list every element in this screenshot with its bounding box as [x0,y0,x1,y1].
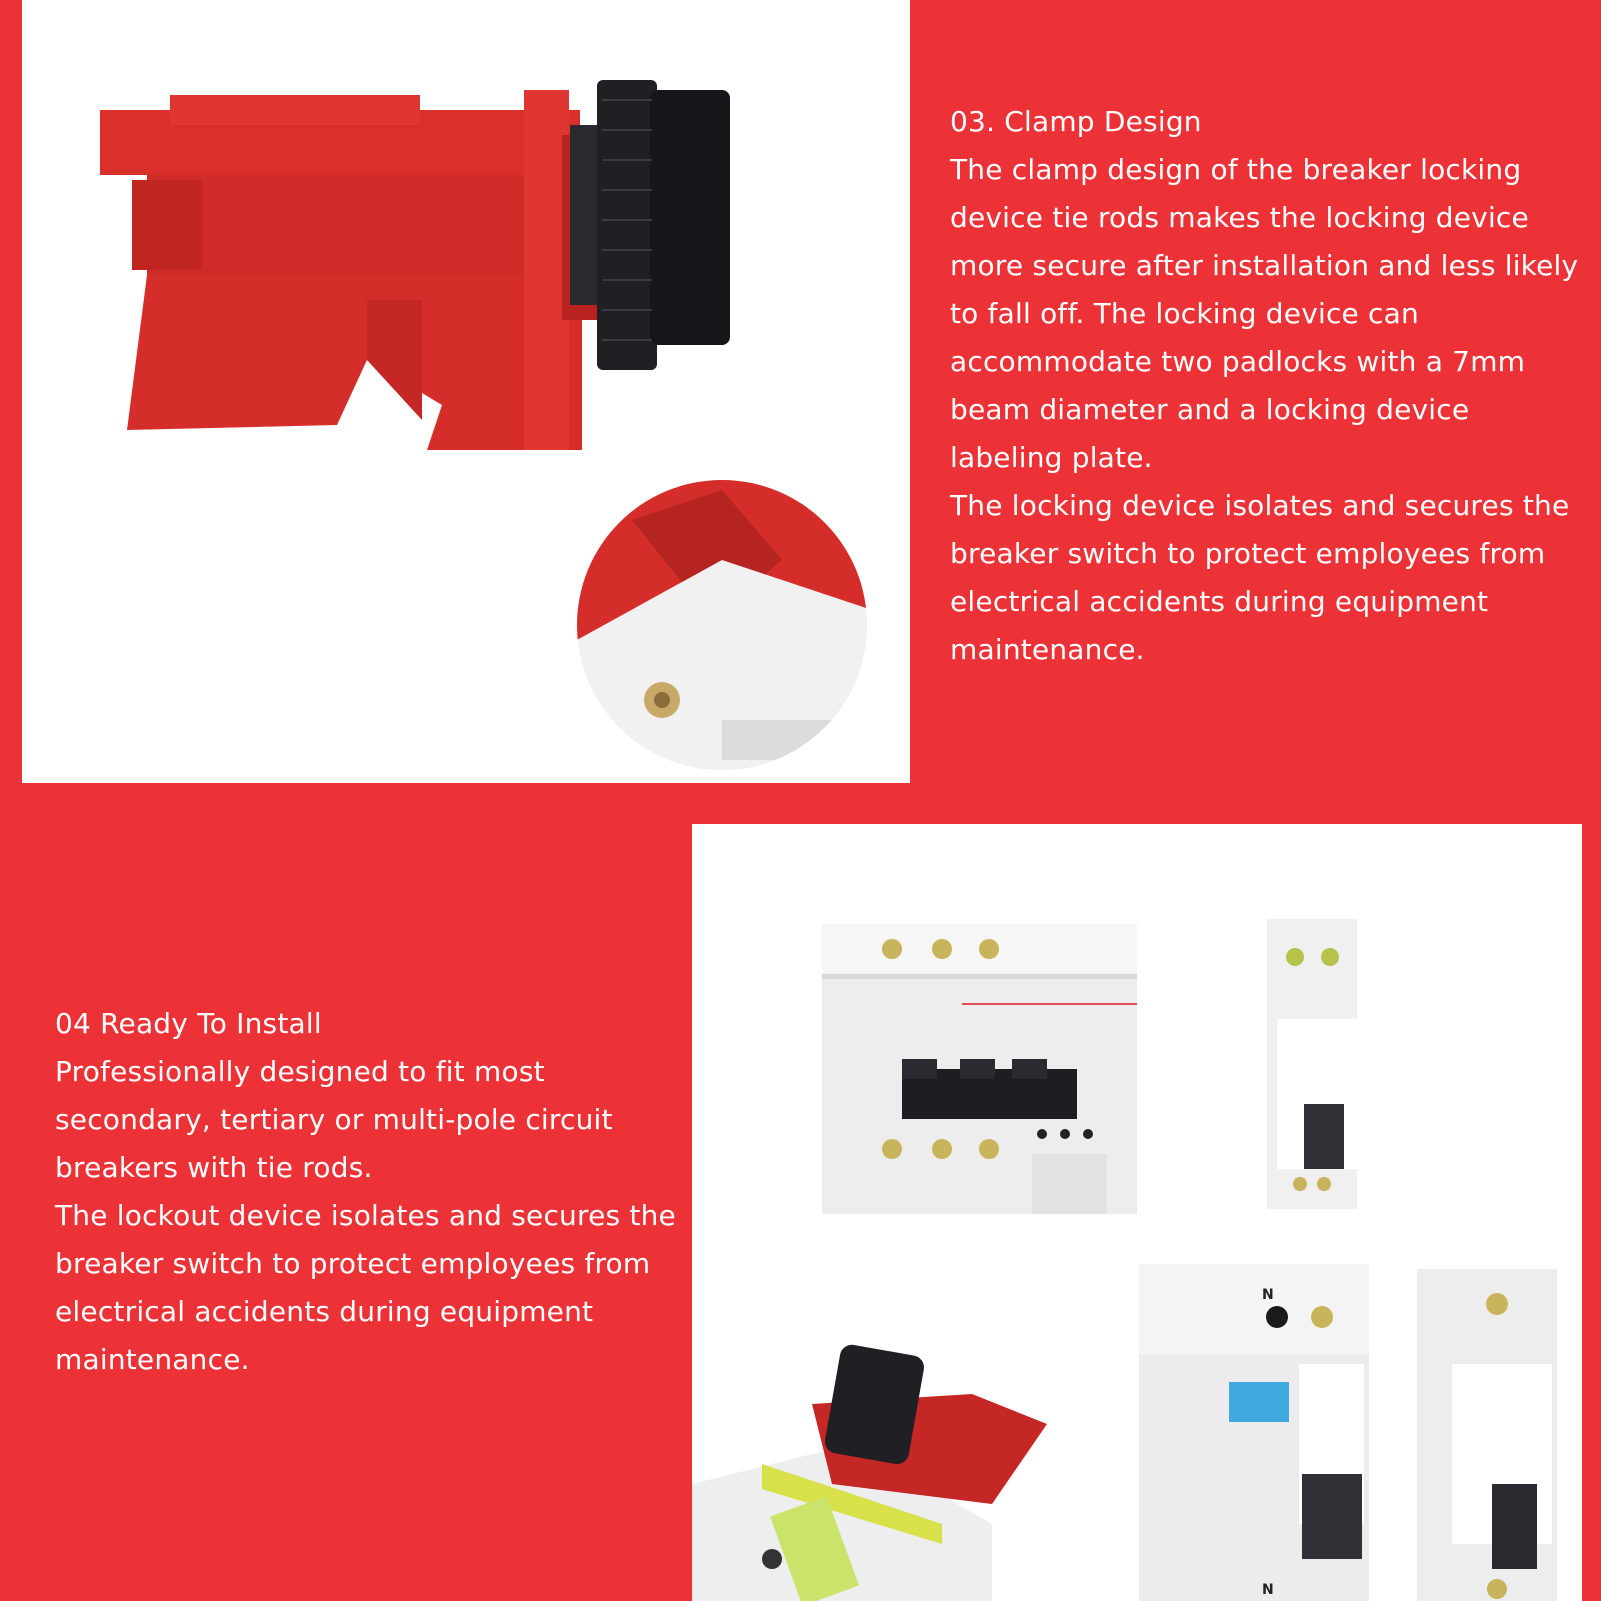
rcd-label-n-top: N [1262,1287,1274,1303]
section-03-paragraph-1: The clamp design of the breaker locking device tie rods makes the locking device more secure after installation and less likely to fall off. The locking device can accommodate two padlocks with a 7mm beam diameter and a locking device labeling plate. [950,153,1579,474]
section-04-heading: 04 Ready To Install [55,1007,322,1040]
rcd-breaker [1139,1264,1369,1601]
single-pole-breaker-top [1267,919,1362,1209]
lockout-device-installed [692,1343,1047,1601]
single-pole-breaker-bottom [1417,1269,1557,1601]
product-image-clamp [22,0,910,783]
section-03-paragraph-2: The locking device isolates and secures the breaker switch to protect employees from electrical accidents during equipment maintenance. [950,489,1570,666]
three-pole-breaker [822,924,1137,1214]
detail-inset-circle [572,475,872,775]
circuit-breakers-illustration [692,824,1582,1601]
clamp-body [100,90,602,450]
section-03-heading: 03. Clamp Design [950,105,1202,138]
section-04-paragraph-1: Professionally designed to fit most secondary, tertiary or multi-pole circuit breakers with tie rods. [55,1055,613,1184]
section-04-text [55,1000,690,1384]
section-03-text [950,98,1580,674]
section-04-paragraph-2: The lockout device isolates and secures the breaker switch to protect employees from electrical accidents during equipment maintenance. [55,1199,676,1376]
rcd-label-n-bottom: N [1262,1582,1274,1598]
black-knob [570,80,730,370]
product-image-breakers [692,824,1582,1601]
breaker-lock-illustration [22,0,910,783]
